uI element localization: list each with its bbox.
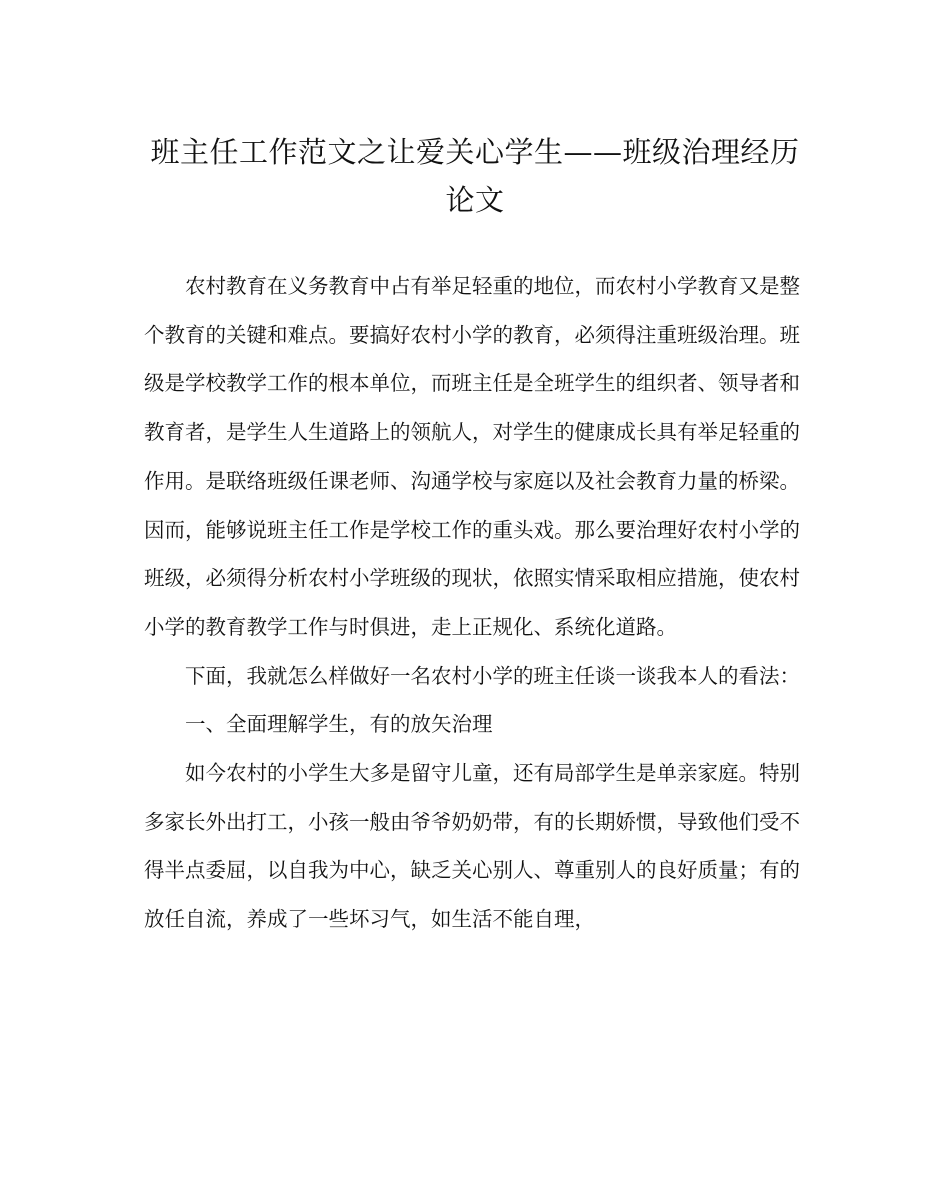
document-body [144,262,800,944]
paragraph-transition: 下面，我就怎么样做好一名农村小学的班主任谈一谈我本人的看法： [185,663,800,688]
paragraph-intro: 农村教育在义务教育中占有举足轻重的地位，而农村小学教育又是整个教育的关键和难点。要搞好农村小学的教育，必须得注重班级治理。班级是学校教学工作的根本单位，而班主任是全班学生的组织者、领导者和教育者，是学生人生道路上的领航人，对学生的健康成长具有举足轻重的作用。是联络班级任课老师、沟通学校与家庭以及社会教育力量的桥梁。因而，能够说班主任工作是学校工作的重头戏。那么要治理好农村小学的班级，必须得分析农村小学班级的现状，依照实情采取相应措施，使农村小学的教育教学工作与时俱进，走上正规化、系统化道路。 [144,274,800,639]
document-title: 班主任工作范文之让爱关心学生——班级治理经历论文 [150,135,800,217]
section-heading-1: 一、全面理解学生，有的放矢治理 [185,712,493,737]
paragraph-section-1: 如今农村的小学生大多是留守儿童，还有局部学生是单亲家庭。特别多家长外出打工，小孩一般由爷爷奶奶带，有的长期娇惯，导致他们受不得半点委屈，以自我为中心，缺乏关心别人、尊重别人的良好质量；有的放任自流，养成了一些坏习气，如生活不能自理， [144,761,800,932]
